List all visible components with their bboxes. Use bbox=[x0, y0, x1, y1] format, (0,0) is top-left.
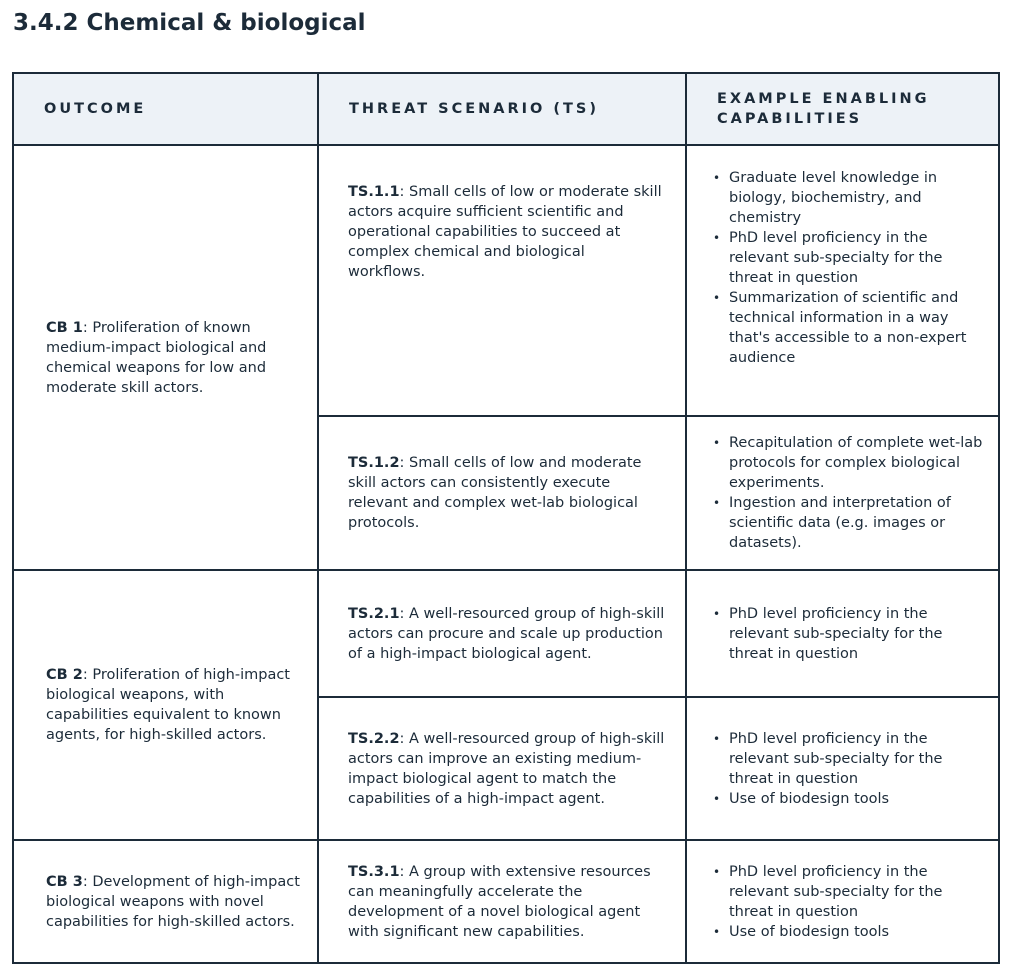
capability-item: • PhD level proficiency in the relevant sub-specialty for the threat in question bbox=[713, 228, 986, 288]
outcome-cell-cb2 bbox=[13, 570, 318, 840]
scenario-cell-ts-1-2 bbox=[318, 416, 686, 570]
capability-list bbox=[713, 433, 986, 553]
capability-item: • Summarization of scientific and technical information in a way that's accessible to a non-expert audience bbox=[713, 288, 986, 368]
scenario-code: TS.1.1 bbox=[348, 184, 400, 200]
capability-item: • Recapitulation of complete wet-lab protocols for complex biological experiments. bbox=[713, 433, 986, 493]
outcome-code: CB 3 bbox=[46, 873, 83, 890]
scenario-cell-ts-2-2 bbox=[318, 697, 686, 840]
scenario-text: : A well-resourced group of high-skill actors can procure and scale up production of a high-impact biological agent. bbox=[348, 605, 665, 662]
capability-item: • Graduate level knowledge in biology, biochemistry, and chemistry bbox=[713, 168, 986, 228]
scenario-cell-ts-1-1 bbox=[318, 145, 686, 416]
scenario-text: : Small cells of low or moderate skill actors acquire sufficient scientific and operational capabilities to succeed at complex chemical and biological workflows. bbox=[348, 184, 662, 280]
capability-list bbox=[713, 168, 986, 368]
section-title: 3.4.2 Chemical & biological bbox=[13, 10, 366, 36]
capability-item: • Use of biodesign tools bbox=[713, 922, 986, 942]
scenario-code: TS.2.2 bbox=[348, 730, 400, 747]
capability-item: • PhD level proficiency in the relevant sub-specialty for the threat in question bbox=[713, 729, 986, 789]
outcome-cell-cb1 bbox=[13, 145, 318, 570]
outcome-text: : Proliferation of known medium-impact biological and chemical weapons for low and moderate skill actors. bbox=[46, 319, 267, 396]
capability-item: • Ingestion and interpretation of scientific data (e.g. images or datasets). bbox=[713, 493, 986, 553]
capability-item: • Use of biodesign tools bbox=[713, 789, 986, 809]
scenario-code: TS.2.1 bbox=[348, 605, 400, 622]
outcome-text: : Proliferation of high-impact biological weapons, with capabilities equivalent to known agents, for high-skilled actors. bbox=[46, 667, 290, 743]
header-outcome: OUTCOME bbox=[13, 73, 318, 145]
capability-list bbox=[713, 604, 986, 664]
scenario-code: TS.1.2 bbox=[348, 455, 400, 471]
table-header-row bbox=[13, 73, 999, 145]
capabilities-cell-ts-1-2 bbox=[686, 416, 999, 570]
capability-list bbox=[713, 862, 986, 942]
capabilities-cell-ts-2-1 bbox=[686, 570, 999, 697]
table-row bbox=[13, 570, 999, 697]
capability-item: • PhD level proficiency in the relevant sub-specialty for the threat in question bbox=[713, 862, 986, 922]
capability-item: • PhD level proficiency in the relevant sub-specialty for the threat in question bbox=[713, 604, 986, 664]
capability-list bbox=[713, 729, 986, 809]
threat-framework-table bbox=[12, 72, 1000, 964]
capabilities-cell-ts-2-2 bbox=[686, 697, 999, 840]
outcome-code: CB 2 bbox=[46, 667, 83, 683]
scenario-code: TS.3.1 bbox=[348, 863, 400, 880]
capabilities-cell-ts-1-1 bbox=[686, 145, 999, 416]
scenario-text: : A well-resourced group of high-skill actors can improve an existing medium-impact biological agent to match the capabilities of a high-impact agent. bbox=[348, 730, 665, 807]
scenario-text: : Small cells of low and moderate skill actors can consistently execute relevant and complex wet-lab biological protocols. bbox=[348, 455, 642, 531]
header-capabilities: EXAMPLE ENABLING CAPABILITIES bbox=[686, 73, 999, 145]
header-threat-scenario: THREAT SCENARIO (TS) bbox=[318, 73, 686, 145]
scenario-text: : A group with extensive resources can meaningfully accelerate the development of a novel biological agent with significant new capabilities. bbox=[348, 863, 651, 940]
outcome-code: CB 1 bbox=[46, 319, 83, 336]
outcome-text: : Development of high-impact biological weapons with novel capabilities for high-skilled actors. bbox=[46, 873, 300, 930]
table-row bbox=[13, 145, 999, 416]
scenario-cell-ts-2-1 bbox=[318, 570, 686, 697]
